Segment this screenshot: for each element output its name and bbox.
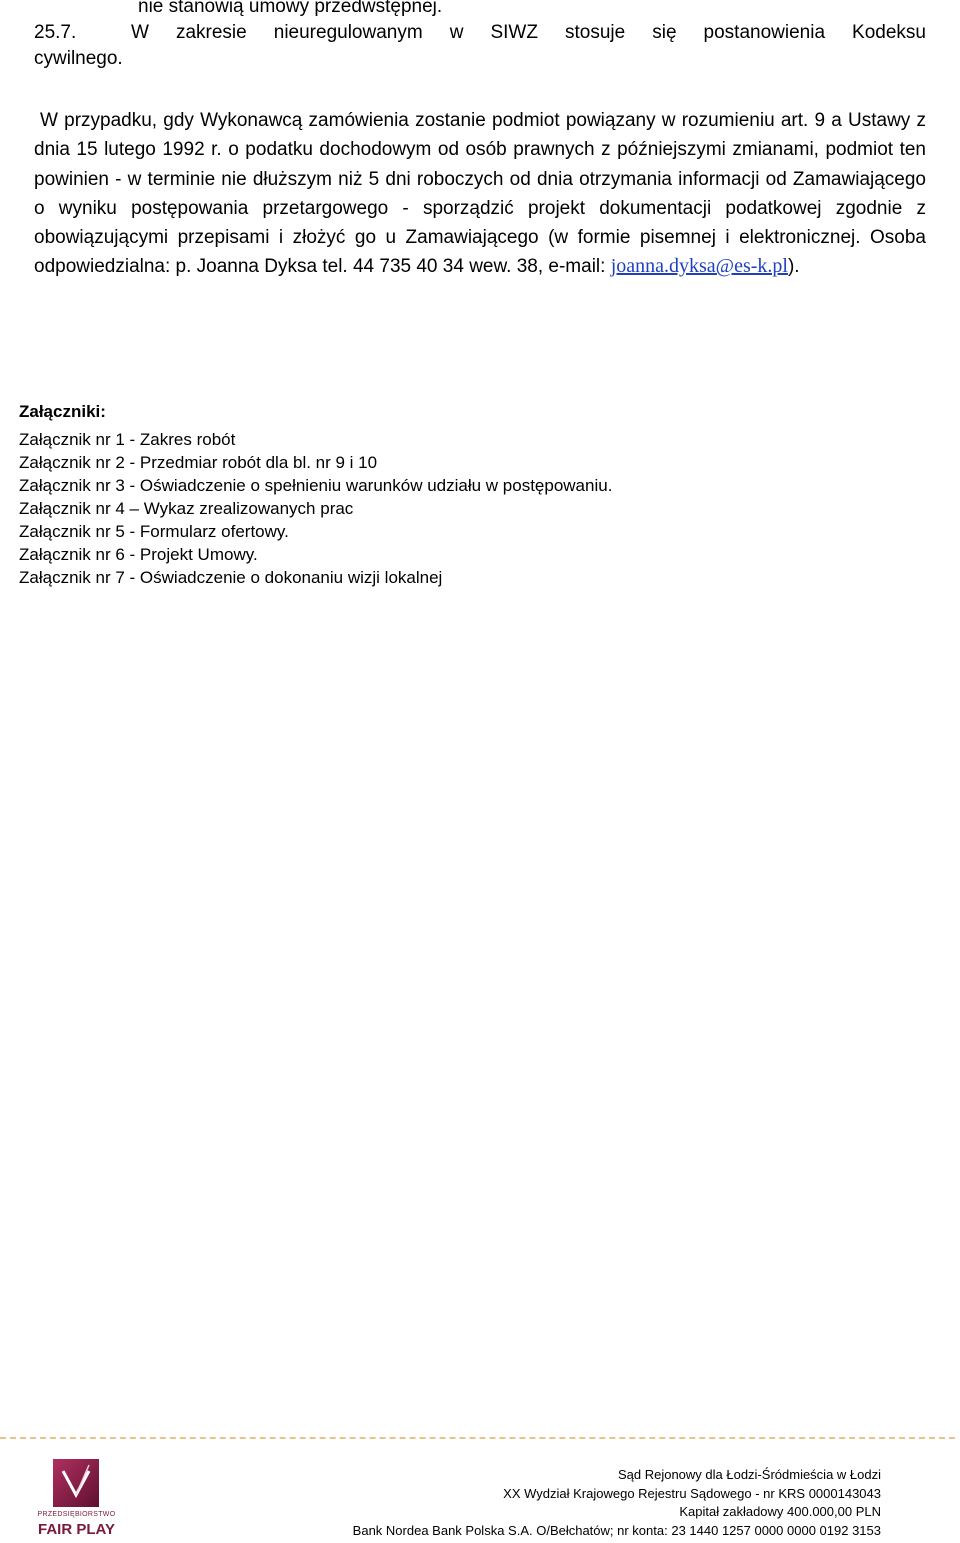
footer-divider	[0, 1437, 955, 1439]
logo-caption-small: PRZEDSIĘBIORSTWO	[37, 1511, 116, 1518]
paragraph-text: W przypadku, gdy Wykonawcą zamówienia zostanie podmiot powiązany w rozumieniu art. 9 a Ustawy z dnia 15 lutego 1992 r. o podatku dochodowym od osób prawnych z późniejszymi zmianami, podmiot ten powinien - w terminie nie dłuższym niż 5 dni roboczych od dnia otrzymania informacji od Zamawiającego o wyniku postępowania przetargowego - sporządzić projekt dokumentacji podatkowej zgodnie z obowiązującymi przepisami i złożyć go u Zamawiającego (w formie pisemnej i elektronicznej. Osoba odpowiedzialna: p. Joanna Dyksa tel. 44 735 40 34 wew. 38, e-mail:	[34, 110, 926, 278]
paragraph-closing: ).	[787, 256, 800, 278]
footer-line: Bank Nordea Bank Polska S.A. O/Bełchatów; nr konta: 23 1440 1257 0000 0000 0192 3153	[352, 1522, 881, 1538]
attachment-item: Załącznik nr 4 – Wykaz zrealizowanych prac	[19, 499, 354, 518]
section-number: 25.7.	[34, 22, 77, 43]
footer-line: XX Wydział Krajowego Rejestru Sądowego - nr KRS 0000143043	[503, 1485, 881, 1501]
company-logo	[34, 1459, 119, 1539]
attachments-list	[19, 428, 612, 589]
previous-page-fragment: nie stanowią umowy przedwstępnej.	[138, 0, 443, 17]
attachment-item: Załącznik nr 6 - Projekt Umowy.	[19, 545, 258, 564]
attachment-item: Załącznik nr 1 - Zakres robót	[19, 430, 236, 449]
logo-caption-big: FAIR PLAY	[38, 1521, 115, 1538]
related-entity-paragraph	[34, 106, 926, 282]
section-text-continuation: cywilnego.	[34, 48, 123, 69]
section-text: W zakresie nieuregulowanym w SIWZ stosuje się postanowienia Kodeksu	[131, 22, 926, 43]
footer-line: Sąd Rejonowy dla Łodzi-Śródmieścia w Łodzi	[617, 1467, 881, 1482]
footer-line: Kapitał zakładowy 400.000,00 PLN	[679, 1504, 881, 1519]
attachment-item: Załącznik nr 2 - Przedmiar robót dla bl. nr 9 i 10	[19, 453, 378, 472]
fair-play-logo-icon	[53, 1459, 99, 1507]
attachments-heading: Załączniki:	[19, 402, 106, 421]
section-25-7	[34, 20, 926, 46]
email-link[interactable]: joanna.dyksa@es-k.pl	[610, 255, 788, 278]
footer-company-info	[221, 1466, 881, 1540]
attachment-item: Załącznik nr 5 - Formularz ofertowy.	[19, 522, 289, 541]
attachment-item: Załącznik nr 3 - Oświadczenie o spełnieniu warunków udziału w postępowaniu.	[19, 476, 613, 495]
attachment-item: Załącznik nr 7 - Oświadczenie o dokonaniu wizji lokalnej	[19, 568, 443, 587]
